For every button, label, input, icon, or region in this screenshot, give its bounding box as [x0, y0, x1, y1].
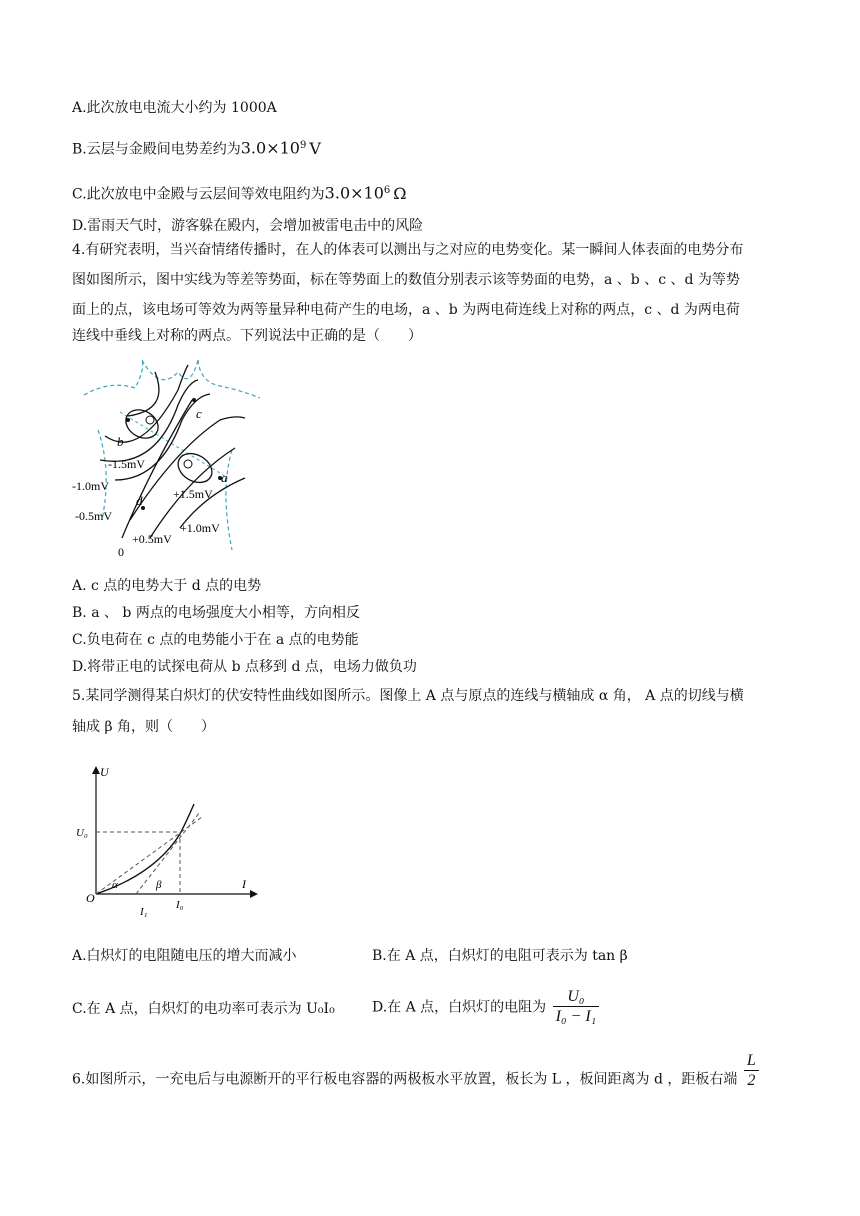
q3-option-c-unit: Ω [393, 183, 407, 203]
label-pos-1-5mv: +1.5mV [173, 487, 213, 501]
q3-option-c-text: C.此次放电中金殿与云层间等效电阻约为 [72, 186, 325, 203]
q6-fraction-denominator: 2 [747, 1072, 756, 1089]
label-d: d [136, 493, 143, 508]
label-zero: 0 [118, 545, 124, 559]
q3-option-b-exp: 9 [299, 140, 307, 151]
q3-option-d: D.雷雨天气时，游客躲在殿内，会增加被雷电击中的风险 [72, 218, 424, 234]
q5-stem-line-2: 轴成 β 角，则（ ） [72, 719, 215, 735]
q5-option-d-denominator: I₀ − I₁ [555, 1008, 597, 1025]
q4-stem-line-3: 面上的点，该电场可等效为两等量异种电荷产生的电场，a 、b 为两电荷连线上对称的两点，c 、d 为两电荷 [72, 302, 740, 318]
q4-stem-line-1: 4.有研究表明，当兴奋情绪传播时，在人的体表可以测出与之对应的电势变化。某一瞬间人体表面的电势分布 [72, 242, 744, 258]
label-pos-1-0mv: +1.0mV [180, 521, 220, 535]
label-beta: β [156, 879, 162, 891]
origin-label: O [86, 891, 95, 905]
q4-stem-line-2: 图如图所示，图中实线为等差等势面，标在等势面上的数值分别表示该等势面的电势，a 、b 、c 、d 为等势 [72, 272, 740, 288]
q4-option-c: C.负电荷在 c 点的电势能小于在 a 点的电势能 [72, 632, 359, 648]
q3-option-a: A.此次放电电流大小约为 1000A [72, 100, 277, 116]
q6-stem [72, 1052, 759, 1091]
q5-option-d [372, 988, 599, 1027]
label-i0: I₀ [176, 899, 184, 911]
label-pos-0-5mv: +0.5mV [132, 532, 172, 546]
axis-label-i: I [242, 877, 246, 891]
label-neg-1-5mv: -1.5mV [108, 457, 145, 471]
q5-ui-curve-figure [70, 762, 260, 922]
q4-equipotential-figure [70, 360, 270, 560]
q6-fraction [744, 1052, 759, 1091]
axis-label-u: U [100, 765, 109, 779]
q5-option-c: C.在 A 点，白炽灯的电功率可表示为 U₀I₀ [72, 1001, 335, 1017]
q5-stem-line-1: 5.某同学测得某白炽灯的伏安特性曲线如图所示。图像上 A 点与原点的连线与横轴成 α 角， A 点的切线与横 [72, 688, 744, 704]
q3-option-b [72, 136, 321, 160]
q4-stem-line-4: 连线中垂线上对称的两点。下列说法中正确的是（ ） [72, 328, 422, 344]
q3-option-c-exp: 6 [383, 185, 391, 196]
q4-option-a: A. c 点的电势大于 d 点的电势 [72, 578, 262, 594]
q5-option-b: B.在 A 点，白炽灯的电阻可表示为 tan β [372, 948, 628, 964]
q5-option-a: A.白炽灯的电阻随电压的增大而减小 [72, 948, 297, 964]
label-a: a [221, 470, 228, 485]
q5-option-d-numerator: U₀ [553, 988, 600, 1007]
q5-option-d-text: D.在 A 点，白炽灯的电阻为 [372, 999, 547, 1016]
q3-option-b-unit: V [309, 138, 321, 158]
label-u0: U₀ [76, 827, 88, 839]
label-alpha: α [112, 879, 118, 891]
q3-option-c [72, 181, 407, 205]
label-neg-1-0mv: -1.0mV [72, 479, 109, 493]
q6-stem-text: 6.如图所示，一充电后与电源断开的平行板电容器的两极板水平放置，板长为 L ，板间距离为 d ，距板右端 [72, 1071, 738, 1088]
q3-option-b-text: B.云层与金殿间电势差约为 [72, 141, 241, 158]
q6-fraction-numerator: L [744, 1052, 759, 1071]
q5-option-d-fraction [553, 988, 600, 1027]
label-b: b [117, 434, 124, 449]
q3-option-c-value: 3.0×10 [324, 183, 384, 203]
q4-option-d: D.将带正电的试探电荷从 b 点移到 d 点，电场力做负功 [72, 659, 417, 675]
label-i1: I₁ [140, 906, 148, 918]
q3-option-b-value: 3.0×10 [240, 138, 300, 158]
q4-option-b: B. a 、 b 两点的电场强度大小相等，方向相反 [72, 605, 360, 621]
label-c: c [196, 406, 202, 421]
label-neg-0-5mv: -0.5mV [75, 509, 112, 523]
